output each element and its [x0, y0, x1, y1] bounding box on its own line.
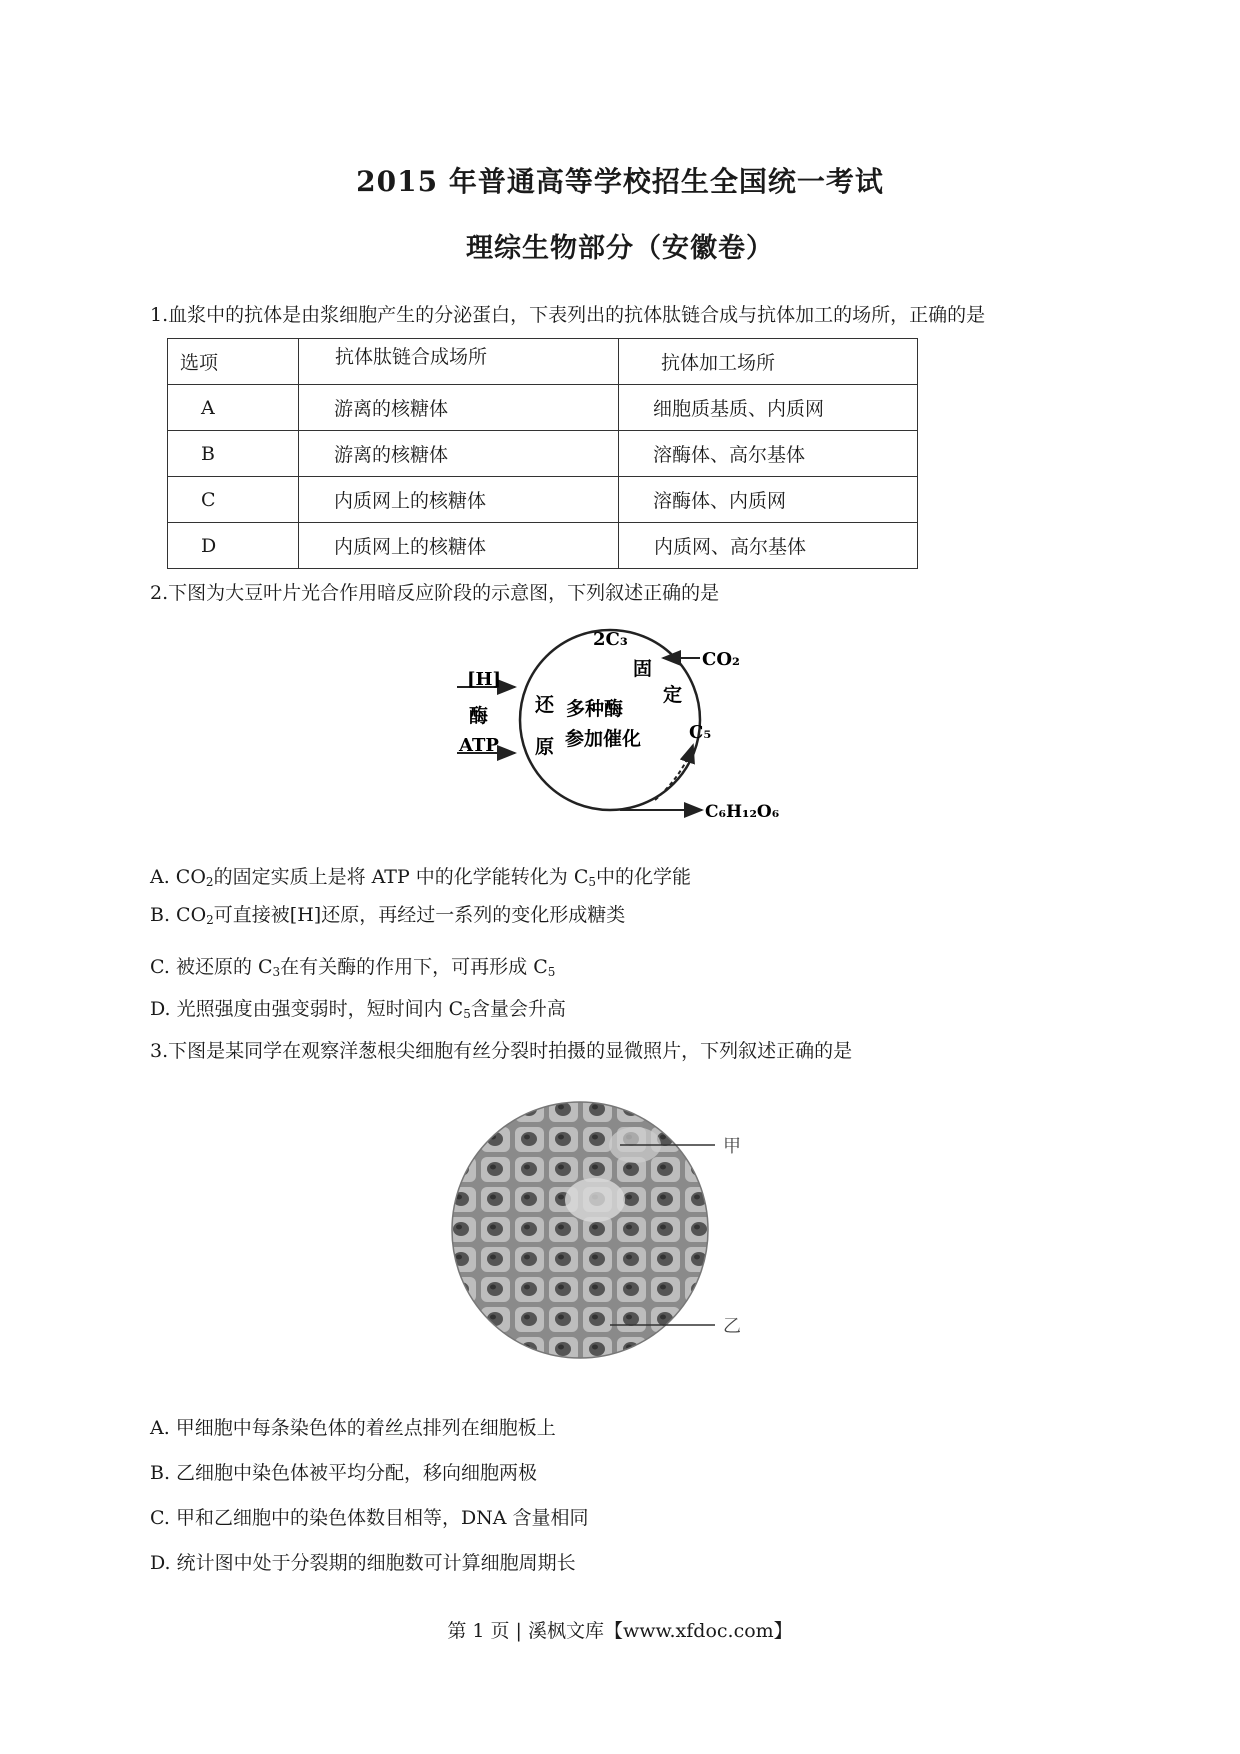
table-row — [168, 477, 918, 523]
cell-layer — [445, 1095, 732, 1375]
table-header-cell: 抗体加工场所 — [619, 339, 918, 385]
q3-stem: 3.下图是某同学在观察洋葱根尖细胞有丝分裂时拍摄的显微照片，下列叙述正确的是 — [150, 1040, 853, 1062]
label-yi: 乙 — [723, 1316, 741, 1337]
label-2c3: 2C₃ — [593, 629, 628, 650]
table-cell: 内质网、高尔基体 — [654, 536, 807, 558]
table-header-cell: 选项 — [168, 339, 299, 385]
q2-option-c: C. 被还原的 $C_3$在有关酶的作用下，可再形成 $C_5$ — [150, 956, 556, 979]
page-subtitle: 理综生物部分（安徽卷） — [466, 233, 774, 264]
label-enzyme: 酶 — [469, 705, 489, 727]
label-reduce-2: 原 — [535, 736, 555, 758]
table-cell: B — [201, 442, 215, 465]
label-glucose: C₆H₁₂O₆ — [705, 802, 780, 822]
q3-option-a: A. 甲细胞中每条染色体的着丝点排列在细胞板上 — [150, 1417, 556, 1439]
label-atp: ATP — [459, 735, 499, 756]
q2-option-b: B. $CO_2$可直接被[H]还原，再经过一系列的变化形成糖类 — [150, 904, 626, 927]
table-cell: 细胞质基质、内质网 — [653, 398, 825, 420]
q2-option-d: D. 光照强度由强变弱时，短时间内 $C_5$含量会升高 — [150, 998, 566, 1021]
table-header-row — [168, 339, 918, 385]
label-center-2: 参加催化 — [565, 728, 642, 750]
label-h: [H] — [467, 669, 502, 690]
table-cell: A — [201, 396, 215, 419]
table-cell: 内质网上的核糖体 — [334, 536, 487, 558]
label-co2: CO₂ — [702, 649, 740, 670]
table-cell: 溶酶体、内质网 — [653, 490, 787, 512]
page-footer: 第 1 页 | 溪枫文库【www.xfdoc.com】 — [447, 1620, 793, 1642]
table-header-cell: 抗体肽链合成场所 — [299, 339, 619, 385]
label-center-1: 多种酶 — [566, 698, 624, 720]
table-row — [168, 431, 918, 477]
label-fix-2: 定 — [663, 684, 683, 706]
page-title: 2015 年普通高等学校招生全国统一考试 — [356, 165, 884, 198]
label-fix-1: 固 — [633, 658, 653, 680]
q1-options-table — [167, 338, 918, 569]
dashed-arrow — [655, 745, 693, 800]
table-cell: C — [201, 488, 216, 511]
table-cell: 溶酶体、高尔基体 — [653, 444, 806, 466]
q3-option-b: B. 乙细胞中染色体被平均分配，移向细胞两极 — [150, 1462, 538, 1484]
micrograph-figure — [445, 1095, 775, 1375]
q2-option-a: A. $CO_2$的固定实质上是将 ATP 中的化学能转化为 $C_5$中的化学能 — [150, 866, 692, 889]
label-jia: 甲 — [723, 1136, 741, 1157]
label-reduce-1: 还 — [535, 694, 555, 716]
q3-option-d: D. 统计图中处于分裂期的细胞数可计算细胞周期长 — [150, 1552, 576, 1574]
table-cell: 内质网上的核糖体 — [334, 490, 487, 512]
label-c5: C₅ — [689, 722, 712, 743]
q3-option-c: C. 甲和乙细胞中的染色体数目相等，DNA 含量相同 — [150, 1507, 589, 1529]
q1-stem: 1.血浆中的抗体是由浆细胞产生的分泌蛋白，下表列出的抗体肽链合成与抗体加工的场所，正确的是 — [150, 304, 986, 326]
table-row — [168, 523, 918, 569]
q2-stem: 2.下图为大豆叶片光合作用暗反应阶段的示意图，下列叙述正确的是 — [150, 582, 720, 604]
dark-reaction-diagram — [455, 625, 785, 830]
table-row — [168, 385, 918, 431]
table-cell: 游离的核糖体 — [334, 444, 449, 466]
table-cell: 游离的核糖体 — [334, 398, 449, 420]
table-cell: D — [201, 534, 217, 557]
